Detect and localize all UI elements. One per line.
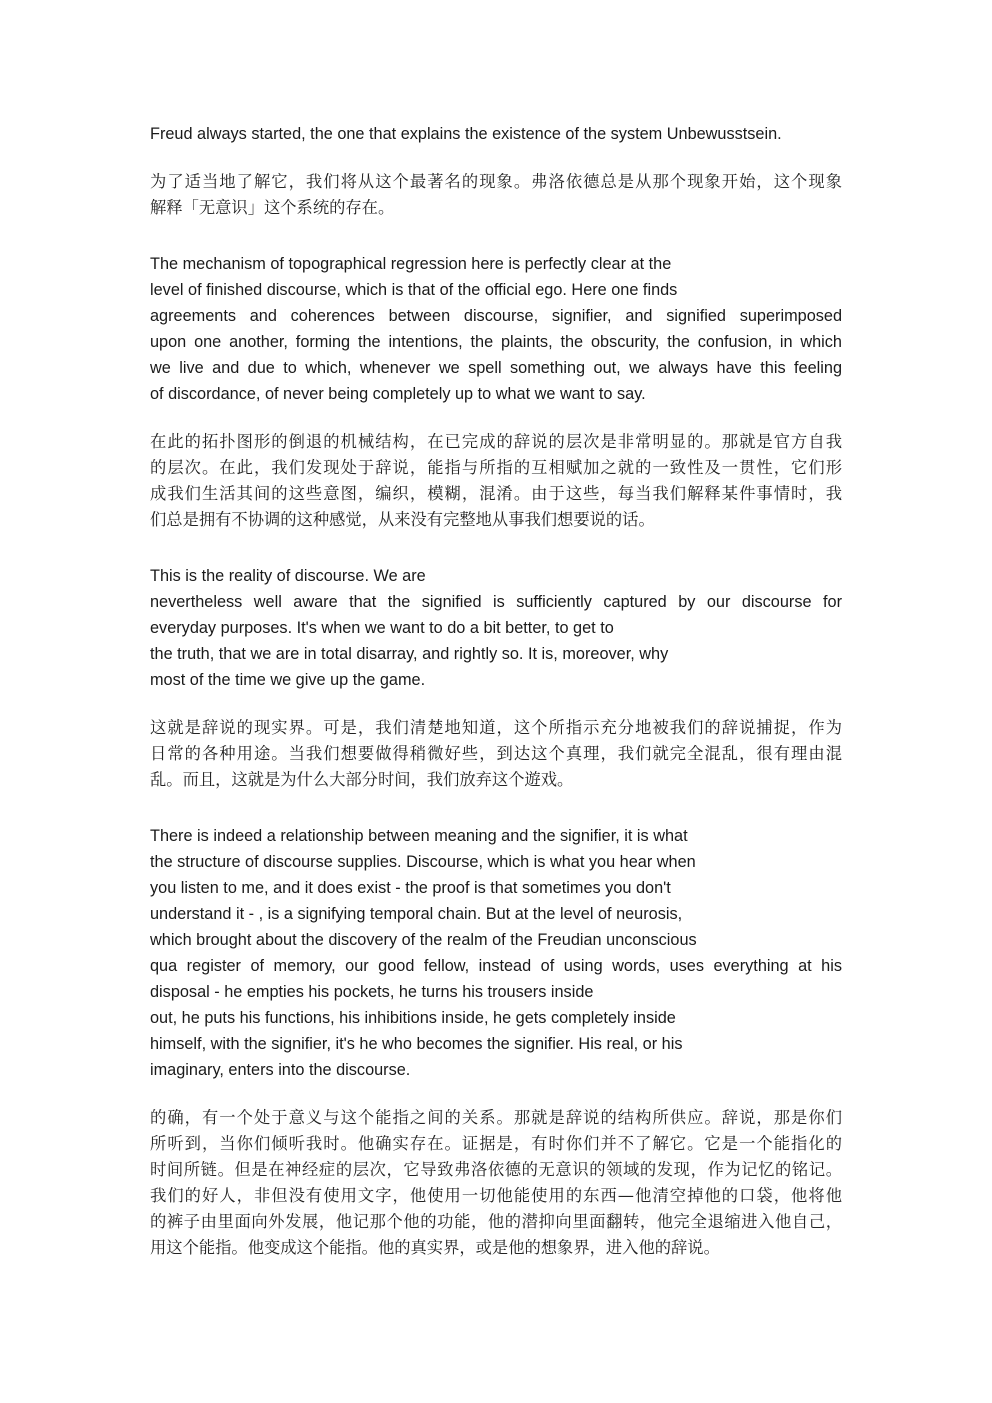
- text-line: 我们的好人，非但没有使用文字，他使用一切他能使用的东西—他清空掉他的口袋，他将他: [150, 1186, 842, 1205]
- text-line: imaginary, enters into the discourse.: [150, 1061, 411, 1079]
- paragraph-english-4: [150, 823, 842, 1083]
- text-line: understand it - , is a signifying temporal chain. But at the level of neurosis,: [150, 905, 683, 923]
- text-line: nevertheless well aware that the signified is sufficiently captured by our discourse for: [150, 593, 842, 611]
- text-line: which brought about the discovery of the realm of the Freudian unconscious: [150, 931, 697, 949]
- text-line: 日常的各种用途。当我们想要做得稍微好些，到达这个真理，我们就完全混乱，很有理由混: [150, 744, 842, 763]
- text-line: of discordance, of never being completely up to what we want to say.: [150, 385, 646, 403]
- paragraph-chinese-3: [150, 715, 842, 793]
- text-line: This is the reality of discourse. We are: [150, 567, 426, 585]
- text-line: 时间所链。但是在神经症的层次，它导致弗洛依德的无意识的领域的发现，作为记忆的铭记。: [150, 1160, 842, 1179]
- text-line: level of finished discourse, which is that of the official ego. Here one finds: [150, 281, 678, 299]
- paragraph-english-1: [150, 121, 842, 147]
- text-line: 在此的拓扑图形的倒退的机械结构，在已完成的辞说的层次是非常明显的。那就是官方自我: [150, 432, 842, 451]
- text-line: 乱。而且，这就是为什么大部分时间，我们放弃这个遊戏。: [150, 770, 574, 789]
- text-line: 解释「无意识」这个系统的存在。: [150, 198, 395, 217]
- text-line: most of the time we give up the game.: [150, 671, 426, 689]
- text-line: the structure of discourse supplies. Discourse, which is what you hear when: [150, 853, 696, 871]
- text-line: agreements and coherences between discourse, signifier, and signified superimposed: [150, 307, 842, 325]
- text-line: 这就是辞说的现实界。可是，我们清楚地知道，这个所指示充分地被我们的辞说捕捉，作为: [150, 718, 842, 737]
- text-line: 的层次。在此，我们发现处于辞说，能指与所指的互相赋加之就的一致性及一贯性，它们形: [150, 458, 842, 477]
- text-line: out, he puts his functions, his inhibitions inside, he gets completely inside: [150, 1009, 676, 1027]
- text-line: upon one another, forming the intentions, the plaints, the obscurity, the confusion, in which: [150, 333, 842, 351]
- text-line: 用这个能指。他变成这个能指。他的真实界，或是他的想象界，进入他的辞说。: [150, 1238, 720, 1257]
- text-line: 为了适当地了解它，我们将从这个最著名的现象。弗洛依德总是从那个现象开始，这个现象: [150, 172, 842, 191]
- paragraph-chinese-4: [150, 1105, 842, 1261]
- paragraph-chinese-2: [150, 429, 842, 533]
- text-line: qua register of memory, our good fellow, instead of using words, uses everything at his: [150, 957, 842, 975]
- text-line: 们总是拥有不协调的这种感觉，从来没有完整地从事我们想要说的话。: [150, 510, 655, 529]
- text-line: himself, with the signifier, it's he who becomes the signifier. His real, or his: [150, 1035, 683, 1053]
- text-line: 的裤子由里面向外发展，他记那个他的功能，他的潜抑向里面翻转，他完全退缩进入他自己，: [150, 1212, 842, 1231]
- text-line: 成我们生活其间的这些意图，编织，模糊，混淆。由于这些，每当我们解释某件事情时，我: [150, 484, 842, 503]
- text-line: The mechanism of topographical regression here is perfectly clear at the: [150, 255, 672, 273]
- paragraph-chinese-1: [150, 169, 842, 221]
- text-line: the truth, that we are in total disarray, and rightly so. It is, moreover, why: [150, 645, 669, 663]
- text-line: you listen to me, and it does exist - the proof is that sometimes you don't: [150, 879, 671, 897]
- text-line: disposal - he empties his pockets, he turns his trousers inside: [150, 983, 594, 1001]
- document-page: [150, 0, 842, 1403]
- paragraph-english-2: [150, 251, 842, 407]
- text-line: we live and due to which, whenever we spell something out, we always have this feeling: [150, 359, 842, 377]
- text-line: 的确，有一个处于意义与这个能指之间的关系。那就是辞说的结构所供应。辞说，那是你们: [150, 1108, 842, 1127]
- text-line: There is indeed a relationship between meaning and the signifier, it is what: [150, 827, 688, 845]
- text-line: Freud always started, the one that explains the existence of the system Unbewusstsein.: [150, 125, 782, 143]
- text-line: everyday purposes. It's when we want to do a bit better, to get to: [150, 619, 614, 637]
- text-line: 所听到，当你们倾听我时。他确实存在。证据是，有时你们并不了解它。它是一个能指化的: [150, 1134, 842, 1153]
- paragraph-english-3: [150, 563, 842, 693]
